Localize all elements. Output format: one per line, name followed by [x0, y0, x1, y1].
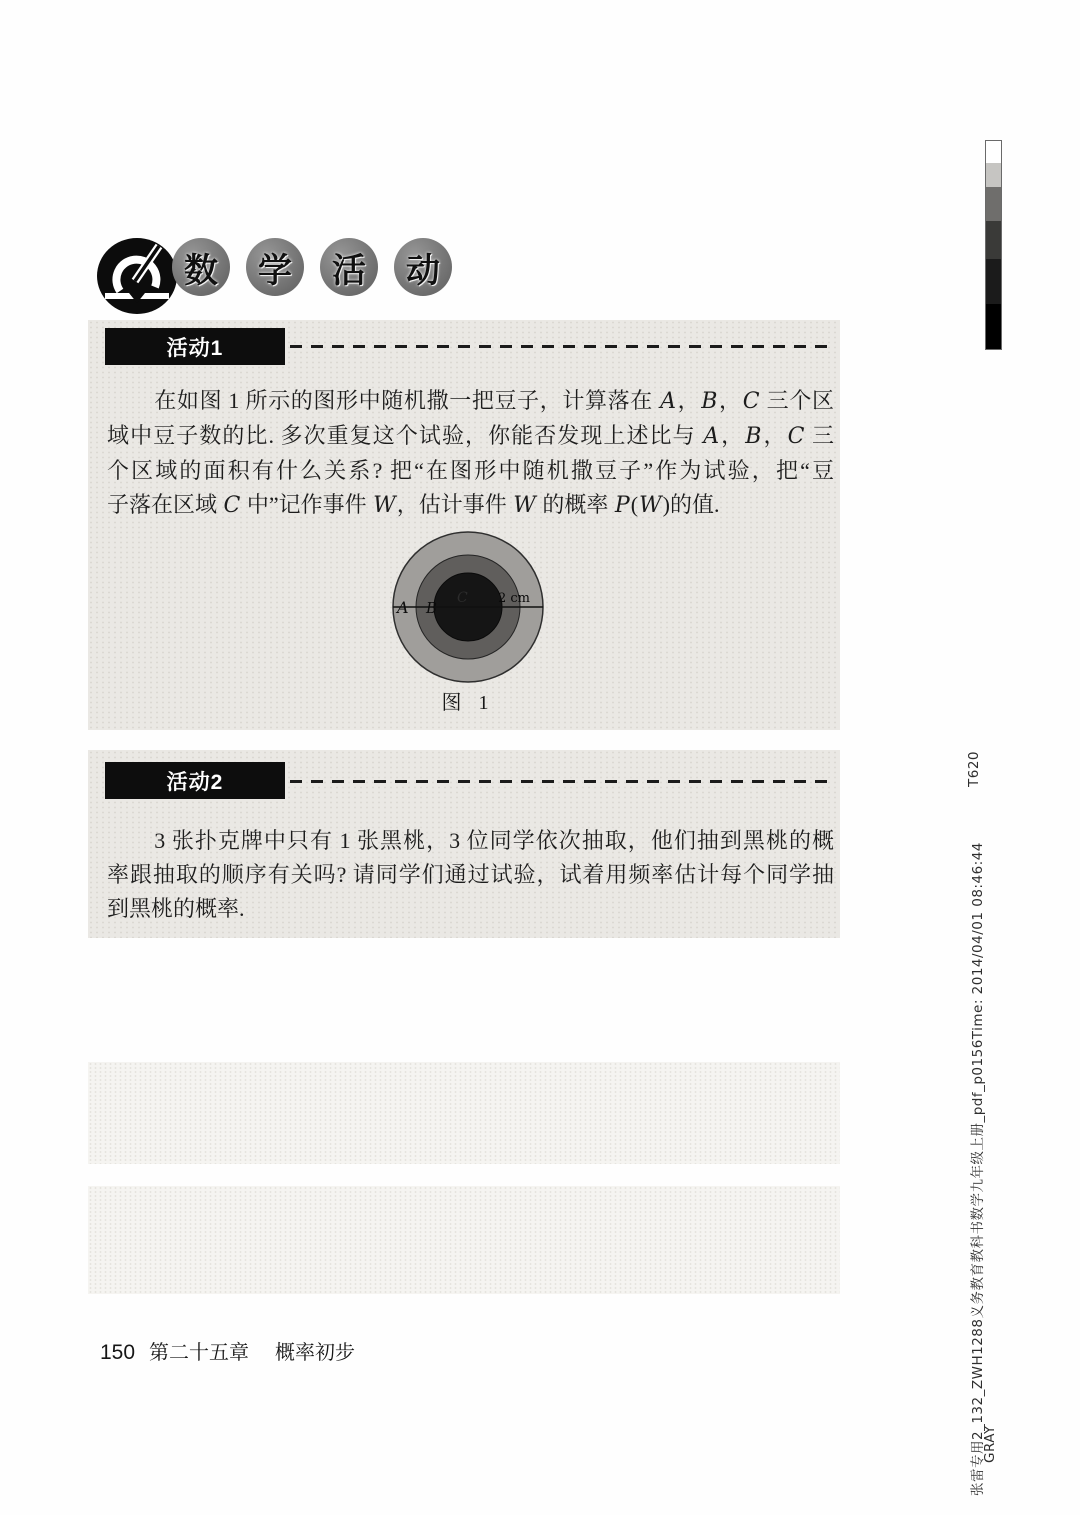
paragraph-line: 在如图 1 所示的图形中随机撒一把豆子，计算落在 A，B，C 三个区 — [154, 388, 834, 414]
compass-pen-icon — [95, 237, 179, 315]
page-footer — [100, 1336, 355, 1365]
margin-watermark: 张雷专用2_132_ZWH1288义务教育教科书数学九年级上册_pdf_p0156Time: 2014/04/01 08:46:44 — [970, 842, 986, 1496]
scan-noise-band-2 — [88, 1186, 840, 1294]
margin-code: T620 — [966, 750, 982, 787]
title-char: 数 — [184, 252, 218, 290]
footer-chapter: 第二十五章 — [149, 1342, 250, 1364]
title-char: 动 — [406, 252, 440, 290]
title-char: 学 — [258, 252, 292, 290]
region-c-label: C — [457, 590, 468, 606]
activity2-label: 活动2 — [166, 770, 224, 794]
activity1-label: 活动1 — [166, 336, 224, 360]
activity2-label-box — [105, 762, 285, 799]
paragraph-line: 率跟抽取的顺序有关吗? 请同学们通过试验，试着用频率估计每个同学抽 — [107, 862, 834, 887]
title-char-circle — [394, 238, 452, 296]
scan-noise-band-1 — [88, 1062, 840, 1164]
activity1-paragraph — [107, 384, 834, 523]
paragraph-line: 到黑桃的概率. — [107, 896, 245, 921]
title-char-circle — [172, 238, 230, 296]
margin-gray-label: GRAY — [982, 1425, 998, 1463]
title-char-circle — [320, 238, 378, 296]
activity2-paragraph — [107, 824, 834, 926]
concentric-circles-figure — [383, 522, 553, 692]
activity1-label-box — [105, 328, 285, 365]
title-char: 活 — [332, 252, 366, 290]
activity2-dashed-rule — [290, 780, 836, 783]
paragraph-line: 域中豆子数的比. 多次重复这个试验，你能否发现上述比与 A，B，C 三 — [107, 423, 834, 449]
paragraph-line: 个区域的面积有什么关系? 把“在图形中随机撒豆子”作为试验，把“豆 — [107, 458, 834, 483]
footer-page-number: 150 — [100, 1341, 136, 1364]
activity1-dashed-rule — [290, 345, 836, 348]
paragraph-line: 子落在区域 C 中”记作事件 W，估计事件 W 的概率 P(W)的值. — [107, 492, 720, 518]
page-title — [172, 238, 452, 296]
title-char-circle — [246, 238, 304, 296]
radius-label: 2 cm — [497, 591, 531, 606]
paragraph-line: 3 张扑克牌中只有 1 张黑桃，3 位同学依次抽取，他们抽到黑桃的概 — [154, 828, 834, 853]
region-b-label: B — [426, 599, 438, 617]
footer-section: 概率初步 — [275, 1342, 356, 1364]
figure-caption: 图 1 — [441, 692, 495, 714]
grayscale-strip — [985, 140, 1002, 350]
region-a-label: A — [397, 598, 409, 617]
